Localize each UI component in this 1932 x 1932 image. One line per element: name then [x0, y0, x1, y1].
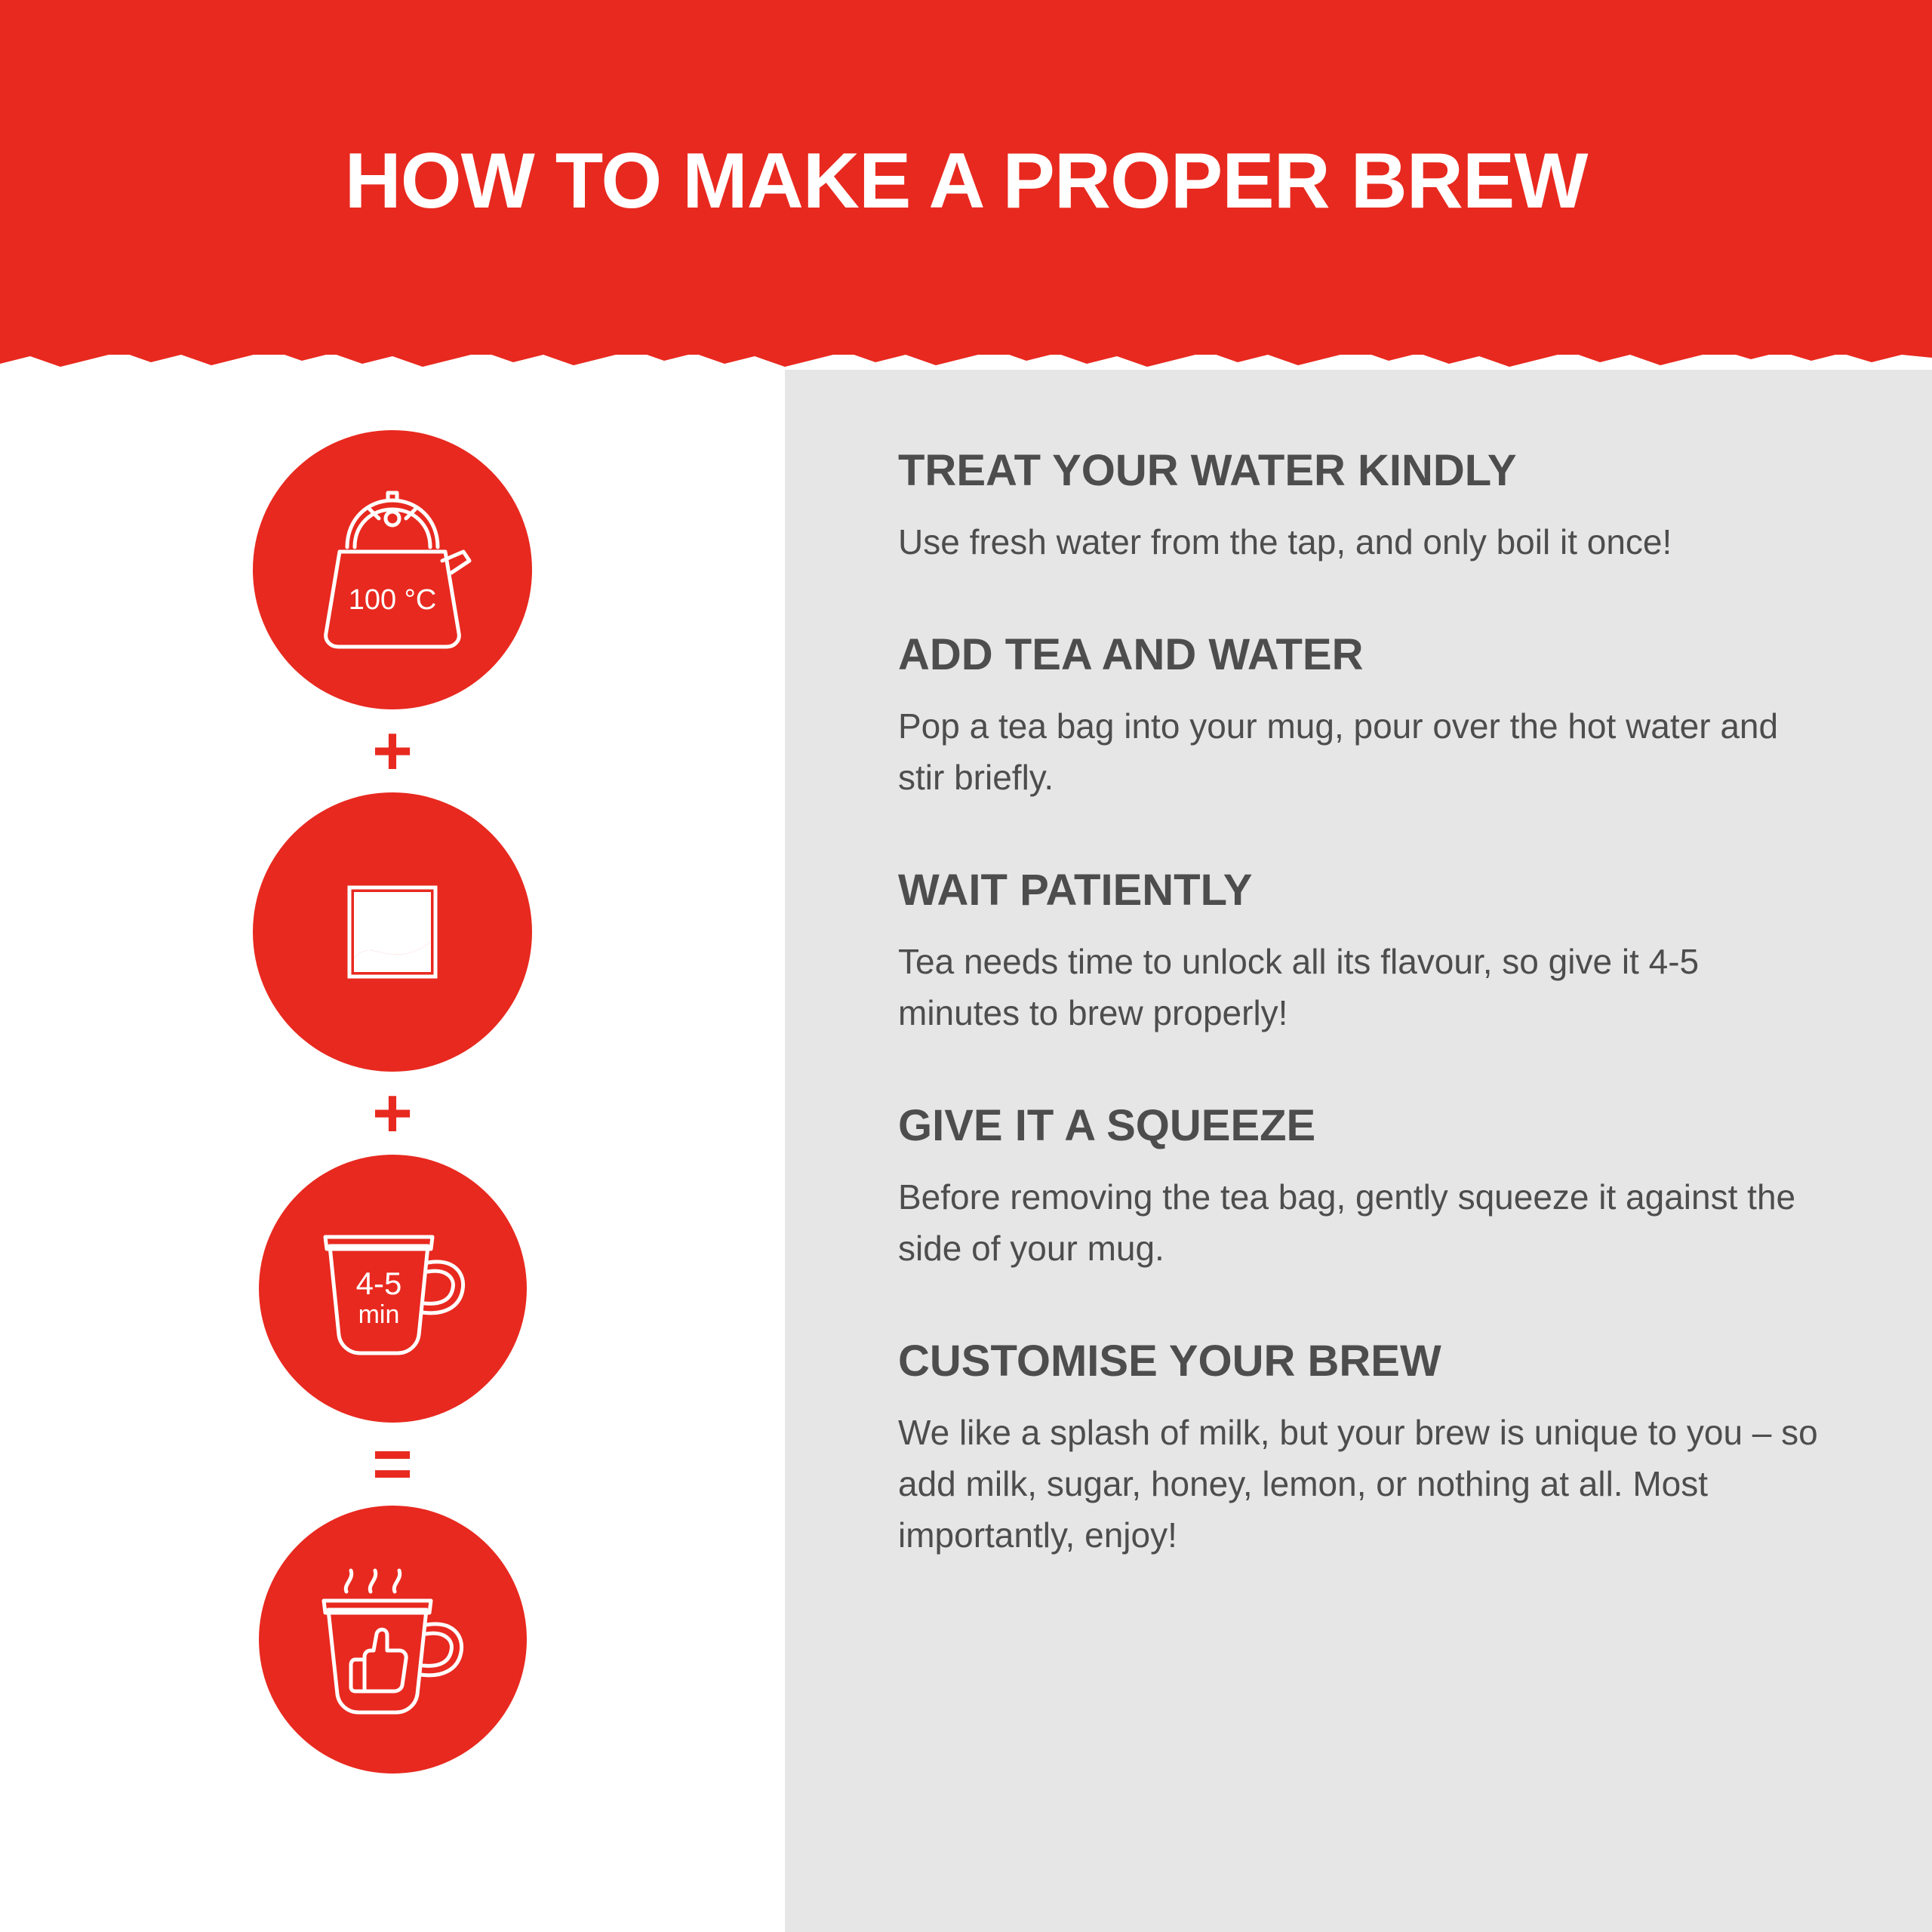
step-item	[898, 1100, 1849, 1274]
step-item	[898, 445, 1849, 568]
kettle-icon	[294, 472, 491, 668]
icon-badge-kettle	[253, 430, 532, 709]
icon-column	[0, 370, 785, 1932]
icon-badge-mug-thumbs-up	[259, 1506, 527, 1774]
body-area	[0, 370, 1932, 1932]
step-title: TREAT YOUR WATER KINDLY	[898, 446, 1517, 495]
kettle-temperature-label: 100 °C	[348, 584, 437, 616]
step-body: Use fresh water from the tap, and only boil it once!	[898, 522, 1672, 561]
operator-equals: =	[372, 1426, 413, 1503]
icon-chain	[0, 430, 785, 1774]
tea-bag-icon	[306, 845, 479, 1019]
step-item	[898, 865, 1849, 1038]
steps-list	[898, 445, 1849, 1561]
operator-plus-1: +	[372, 712, 413, 789]
mug-time-unit-label: min	[358, 1300, 400, 1329]
step-body: Pop a tea bag into your mug, pour over the hot water and stir briefly.	[898, 706, 1779, 797]
step-title: GIVE IT A SQUEEZE	[898, 1101, 1316, 1150]
page-title: HOW TO MAKE A PROPER BREW	[344, 137, 1588, 225]
operator-plus-2: +	[372, 1075, 413, 1152]
step-title: ADD TEA AND WATER	[898, 630, 1364, 679]
step-body: Tea needs time to unlock all its flavour, so give it 4-5 minutes to brew properly!	[898, 942, 1700, 1032]
step-body: Before removing the tea bag, gently squeeze it against the side of your mug.	[898, 1177, 1796, 1268]
mug-thumbs-up-icon	[298, 1549, 487, 1730]
header-banner	[0, 0, 1932, 355]
icon-badge-mug-timer	[259, 1155, 527, 1423]
step-item	[898, 629, 1849, 803]
step-item	[898, 1336, 1849, 1561]
step-body: We like a splash of milk, but your brew is unique to you – so add milk, sugar, honey, lemon, or nothing at all. Most importantly, enjoy!	[898, 1413, 1818, 1555]
mug-timer-icon	[298, 1202, 487, 1376]
icon-badge-tea-bag	[253, 792, 532, 1072]
steps-panel	[785, 370, 1932, 1932]
step-title: CUSTOMISE YOUR BREW	[898, 1337, 1441, 1386]
mug-time-label: 4-5	[355, 1265, 402, 1301]
step-title: WAIT PATIENTLY	[898, 866, 1253, 915]
